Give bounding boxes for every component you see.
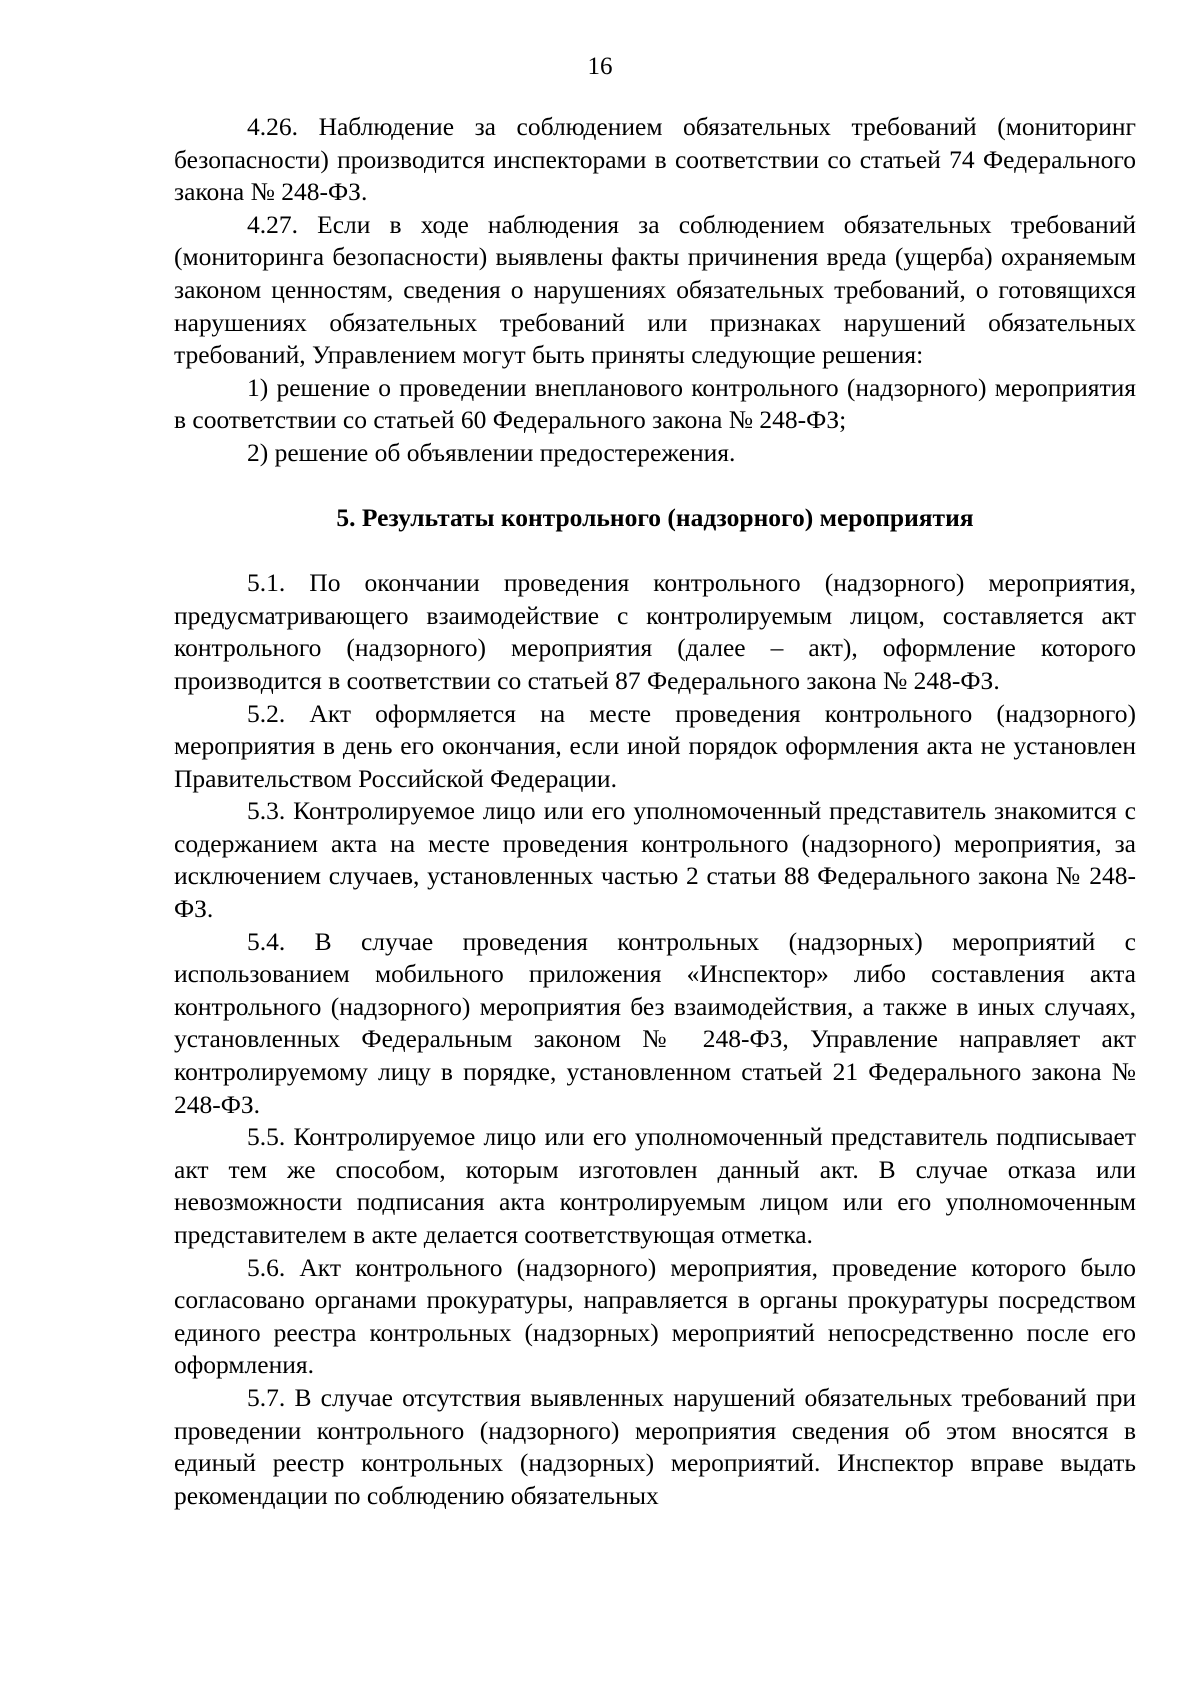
paragraph-5-3: 5.3. Контролируемое лицо или его уполномоченный представитель знакомится с содержанием акта на месте проведения контрольного (надзорного) мероприятия, за исключением случаев, установленных частью 2 статьи 88 Федерального закона № 248-ФЗ.: [174, 796, 1136, 924]
paragraph-5-5: 5.5. Контролируемое лицо или его уполномоченный представитель подписывает акт тем же способом, которым изготовлен данный акт. В случае отказа или невозможности подписания акта контролируемым лицом или его уполномоченным представителем в акте делается соответствующая отметка.: [174, 1122, 1136, 1249]
page-number: 16: [587, 53, 613, 80]
paragraph-5-1: 5.1. По окончании проведения контрольного (надзорного) мероприятия, предусматривающего взаимодействие с контролируемым лицом, составляется акт контрольного (надзорного) мероприятия (далее – акт), оформление которого производится в соответствии со статьей 87 Федерального закона № 248-ФЗ.: [174, 568, 1136, 695]
list-item-2: 2) решение об объявлении предостережения.: [247, 437, 736, 467]
paragraph-5-2: 5.2. Акт оформляется на месте проведения контрольного (надзорного) мероприятия в день его окончания, если иной порядок оформления акта не установлен Правительством Российской Федерации.: [174, 698, 1136, 793]
paragraph-4-27: 4.27. Если в ходе наблюдения за соблюдением обязательных требований (мониторинга безопасности) выявлены факты причинения вреда (ущерба) охраняемым законом ценностям, сведения о нарушениях обязательных требований, о готовящихся нарушениях обязательных требований или признаках нарушений обязательных требований, Управлением могут быть приняты следующие решения:: [174, 209, 1136, 370]
list-item-1: 1) решение о проведении внепланового контрольного (надзорного) мероприятия в соответствии со статьей 60 Федерального закона № 248-ФЗ;: [174, 372, 1136, 435]
paragraph-5-7: 5.7. В случае отсутствия выявленных нарушений обязательных требований при проведении контрольного (надзорного) мероприятия сведения об этом вносятся в единый реестр контрольных (надзорных) мероприятий. Инспектор вправе выдать рекомендации по соблюдению обязательных: [174, 1382, 1136, 1510]
paragraph-5-6: 5.6. Акт контрольного (надзорного) мероприятия, проведение которого было согласовано органами прокуратуры, направляется в органы прокуратуры посредством единого реестра контрольных (надзорных) мероприятий непосредственно после его оформления.: [174, 1252, 1136, 1380]
section-heading: 5. Результаты контрольного (надзорного) мероприятия: [336, 502, 974, 532]
paragraph-4-26: 4.26. Наблюдение за соблюдением обязательных требований (мониторинг безопасности) производится инспекторами в соответствии со статьей 74 Федерального закона № 248-ФЗ.: [174, 112, 1136, 207]
paragraph-5-4: 5.4. В случае проведения контрольных (надзорных) мероприятий с использованием мобильного приложения «Инспектор» либо составления акта контрольного (надзорного) мероприятия без взаимодействия, а также в иных случаях, установленных Федеральным законом № 248-ФЗ, Управление направляет акт контролируемому лицу в порядке, установленном статьей 21 Федерального закона № 248-ФЗ.: [174, 926, 1136, 1119]
document-body: [174, 111, 1136, 1512]
